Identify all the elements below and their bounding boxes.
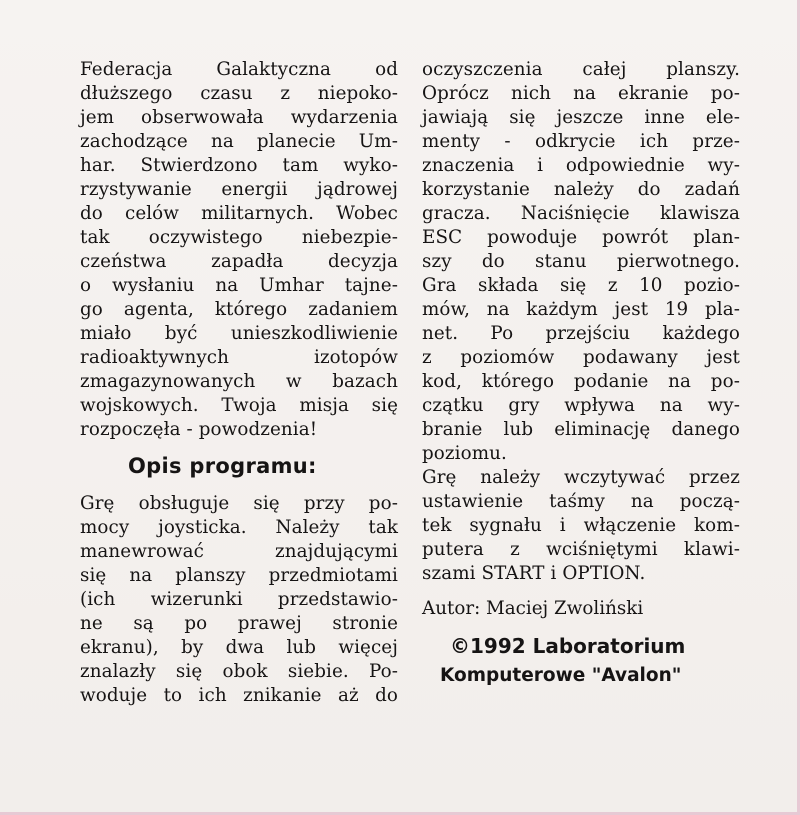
copyright-line-2: Komputerowe "Avalon" (440, 665, 682, 686)
text-line: rozpoczęła - powodzenia! (80, 419, 318, 440)
text-line: się na planszy przedmiotami (80, 565, 398, 586)
text-line: ekranu), by dwa lub więcej (80, 637, 398, 658)
text-line: zachodzące na planecie Um- (80, 131, 398, 152)
section-heading: Opis programu: (128, 454, 317, 478)
text-line: branie lub eliminację danego (422, 419, 740, 440)
text-line: do celów militarnych. Wobec (80, 203, 398, 224)
text-line: mocy joysticka. Należy tak (80, 517, 398, 538)
text-line: znaczenia i odpowiednie wy- (422, 155, 740, 176)
text-line: radioaktywnych izotopów (80, 347, 398, 368)
text-line: ESC powoduje powrót plan- (422, 227, 740, 248)
text-line: manewrować znajdującymi (80, 541, 398, 562)
text-line: ne są po prawej stronie (80, 613, 398, 634)
author-credit: Autor: Maciej Zwoliński (422, 598, 644, 619)
text-line: ustawienie taśmy na począ- (422, 491, 740, 512)
text-line: czeństwa zapadła decyzja (80, 251, 398, 272)
text-line: tek sygnału i włączenie kom- (422, 515, 740, 536)
text-line: tak oczywistego niebezpie- (80, 227, 398, 248)
text-line: Gra składa się z 10 pozio- (422, 275, 740, 296)
text-line: menty - odkrycie ich prze- (422, 131, 740, 152)
text-line: jawiają się jeszcze inne ele- (422, 107, 740, 128)
text-line: oczyszczenia całej planszy. (422, 59, 740, 80)
text-line: jem obserwowała wydarzenia (80, 107, 398, 128)
copyright-line-1: ©1992 Laboratorium (450, 634, 686, 658)
text-line: o wysłaniu na Umhar tajne- (80, 275, 398, 296)
text-line: net. Po przejściu każdego (422, 323, 740, 344)
text-line: mów, na każdym jest 19 pla- (422, 299, 740, 320)
text-line: go agenta, którego zadaniem (80, 299, 398, 320)
text-line: znalazły się obok siebie. Po- (80, 661, 398, 682)
text-line: har. Stwierdzono tam wyko- (80, 155, 398, 176)
text-line: Grę obsługuje się przy po- (80, 493, 398, 514)
text-line: woduje to ich znikanie aż do (80, 685, 398, 706)
text-line: szy do stanu pierwotnego. (422, 251, 740, 272)
loading-paragraph (422, 466, 740, 586)
text-line: miało być unieszkodliwienie (80, 323, 398, 344)
text-line: putera z wciśniętymi klawi- (422, 539, 740, 560)
intro-paragraph (80, 58, 398, 442)
text-line: Federacja Galaktyczna od (80, 59, 398, 80)
right-column (422, 58, 740, 691)
text-line: wojskowych. Twoja misja się (80, 395, 398, 416)
text-line: korzystanie należy do zadań (422, 179, 740, 200)
text-line: poziomu. (422, 443, 507, 464)
text-line: dłuższego czasu z niepoko- (80, 83, 398, 104)
text-line: szami START i OPTION. (422, 563, 646, 584)
text-line: Grę należy wczytywać przez (422, 467, 740, 488)
description-paragraph (80, 492, 398, 708)
text-line: zmagazynowanych w bazach (80, 371, 398, 392)
text-line: Oprócz nich na ekranie po- (422, 83, 740, 104)
text-line: (ich wizerunki przedstawio- (80, 589, 398, 610)
text-line: rzystywanie energii jądrowej (80, 179, 398, 200)
text-line: gracza. Naciśnięcie klawisza (422, 203, 740, 224)
copyright-notice (440, 631, 740, 691)
left-column (80, 58, 398, 708)
text-line: z poziomów podawany jest (422, 347, 740, 368)
text-line: czątku gry wpływa na wy- (422, 395, 740, 416)
text-line: kod, którego podanie na po- (422, 371, 740, 392)
rules-paragraph (422, 58, 740, 466)
